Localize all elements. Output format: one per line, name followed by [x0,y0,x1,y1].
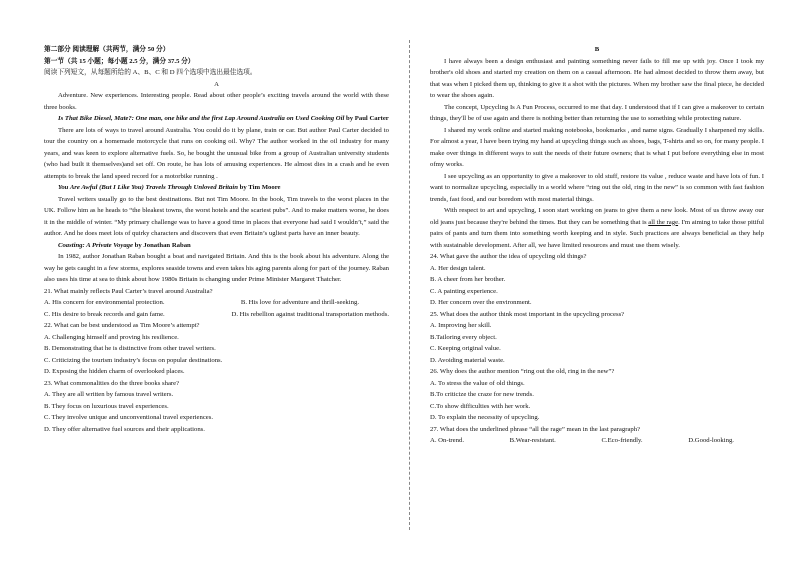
q21-option-b: B. His love for adventure and thrill-seeking. [240,299,359,306]
q21-option-c: C. His desire to break records and gain fame. [44,310,165,318]
book1-heading [44,113,389,125]
q23-option-d: D. They offer alternative fuel sources and their applications. [44,425,205,433]
passage-b-para2: The concept, Upcycling Is A Fun Process, occurred to me that day. I understood that if I can give a makeover to certain things, they'll be of use again and there is nothing better than returning the use to something while protecting nature. [430,103,764,122]
part-title: 第二部分 阅读理解（共两节，满分 50 分） [44,46,170,53]
q25-option-a: A. Improving her skill. [430,322,492,329]
q23-option-c: C. They involve unique and unconventional travel experiences. [44,414,214,421]
q24-option-b: B. A cheer from her brother. [430,276,506,283]
passage-b-para1: I have always been a design enthusiast and painting something never fails to fill me up with joy. Once I took my brother's old shoes and started my creation on them on a casual afternoon. He had almost decided to throw them away, but that was when I picked them up, thinking to give it a shot with the pictures. When my brother saw the final piece, he decided to wear the shoes again. [430,57,764,99]
passage-b-para5 [430,205,764,251]
question-23: 23. What commonalities do the three books share? [44,379,180,387]
q22-option-b: B. Demonstrating that he is distinctive from other travel writers. [44,345,216,352]
q27-option-c: C.Eco-friendly. [601,437,643,444]
question-21: 21. What mainly reflects Paul Carter’s travel around Australia? [44,287,213,295]
passage-b-para4: I see upcycling as an opportunity to give a makeover to old stuff, restore its value , reduce waste and have lots of fun. I want to normalize upcycling, especially in a world where “ring out the old, ring in the new” is so common with fast fashion trends, fast food, and our boredom with most material things. [430,172,764,203]
q27-option-a: A. On-trend. [430,437,464,444]
instruction: 阅读下列短文，从每题所给的 A、B、C 和 D 四个选项中选出最佳选项。 [44,69,257,76]
q21-option-a: A. His concern for environmental protection. [44,299,165,306]
q27-option-b: B.Wear-resistant. [509,437,556,444]
question-27-options [430,435,764,447]
q23-option-b: B. They focus on luxurious travel experiences. [44,402,169,410]
book1-text: There are lots of ways to travel around Australia. You could do it by plane, train or car. But author Paul Carter decided to tour the country on a homemade motorcycle that runs on cooking oil. Why? The author worked in the oil industry for many years, and was keen to explore alternative fuels. So, he bought the unusual bike from a group of Australian university students (who had built it themselves)and set off. On route, he has lots of amusing experiences. He almost dies in a crash and he even attempts to break the land speed record for a motorbike running . [44,126,389,180]
q22-option-d: D. Exposing the hidden charm of overlooked places. [44,368,185,375]
underlined-phrase: all the rage [648,218,679,226]
book3-title: Coasting: A Private Voyage [58,241,133,249]
book2-author: by Tim Moore [237,184,281,191]
section-title: 第一节（共 15 小题；每小题 2.5 分，满分 37.5 分） [44,57,195,65]
book2-text: Travel writers usually go to the best destinations. But not Tim Moore. In the book, Tim travels to the worst places in the UK. Follow him as he heads to “the bleakest towns, the worst hotels and the scariest pubs”. And to make matters worse, he does it in the middle of winter. “My primary challenge was to have a good time in places that everyone had said I wouldn’t,” said the author. And he does meet lots of quirky characters and discovers that even Britain’s ugliest parts have an inner beauty. [44,195,389,237]
book1-author: by Paul Carter [344,115,389,122]
passage-b-para3: I shared my work online and started making notebooks, bookmarks , and name signs. Gradually I sharpened my skills. For almost a year, I have been trying my hand at upcycling things such as shoes, bags, T-shirts and so on, for many people. I make over things in different ways to suit the needs of their future owners; that is what I put before everything else in most ofmy works. [430,126,764,168]
question-26: 26. Why does the author mention “ring out the old, ring in the new”? [430,368,615,375]
q26-option-d: D. To explain the necessity of upcycling. [430,414,540,421]
q22-option-a: A. Challenging himself and proving his resilience. [44,333,179,341]
question-25: 25. What does the author think most important in the upcycling process? [430,310,625,318]
book2-heading [44,182,389,194]
q27-option-d: D.Good-looking. [688,437,734,444]
q26-option-c: C.To show difficulties with her work. [430,402,531,410]
passage-b-label: B [594,46,600,53]
left-column [44,44,389,435]
para5-part1: With respect to art and upcycling, I soon start working on jeans to give them a new look. Most of us throw away our old jeans just because they're behind the times. But they can be something that is [430,207,764,226]
passage-a-label: A [214,80,219,88]
q23-option-a: A. They are all written by famous travel writers. [44,391,174,398]
q21-option-d: D. His rebellion against traditional transportation methods. [231,310,389,318]
book1-title: Is That Bike Diesel, Mate?: One man, one bike and the first Lap Around Australia on Used Cooking Oil [58,115,345,122]
q24-option-a: A. Her design talent. [430,264,486,272]
para5-part2: . I'm aiming to take those pitiful pairs of pants and turn them into something worth keeping and in style. Such practices are always beneficial as they help with sustainable development. After all, we have limited resources and must use them wisely. [430,218,764,249]
passage-a-intro: Adventure. New experiences. Interesting people. Read about other people’s exciting travels around the world with these three books. [44,92,389,111]
question-22: 22. What can be best understood as Tim Moore’s attempt? [44,322,200,329]
book2-title: You Are Awful (But I Like You) Travels Through Unloved Britain [58,184,238,191]
q25-option-b: B.Tailoring every object. [430,333,497,341]
q24-option-d: D. Her concern over the environment. [430,299,532,306]
q25-option-d: D. Avoiding material waste. [430,356,505,364]
right-column [430,44,764,447]
q22-option-c: C. Criticizing the tourism industry’s focus on popular destinations. [44,356,223,364]
question-21-options-row1 [44,297,389,309]
book3-heading [44,240,389,252]
q26-option-b: B.To criticize the craze for new trends. [430,391,534,398]
book3-text: In 1982, author Jonathan Raban bought a boat and navigated Britain. And this is the book about his adventure. Along the way he gets caught in a few storms, explores seaside towns and even takes his aging parents along for part of the journey. Raban also uses his time at sea to think about how 1980s Britain is changing under Prime Minister Margaret Thatcher. [44,253,389,283]
q26-option-a: A. To stress the value of old things. [430,379,525,387]
q25-option-c: C. Keeping original value. [430,345,501,352]
question-24: 24. What gave the author the idea of upcycling old things? [430,253,587,260]
question-27: 27. What does the underlined phrase “all the rage” mean in the last paragraph? [430,425,641,433]
q24-option-c: C. A painting experience. [430,287,498,295]
book3-author: by Jonathan Raban [132,241,191,249]
column-divider [409,40,410,530]
question-21-options-row2 [44,309,389,321]
